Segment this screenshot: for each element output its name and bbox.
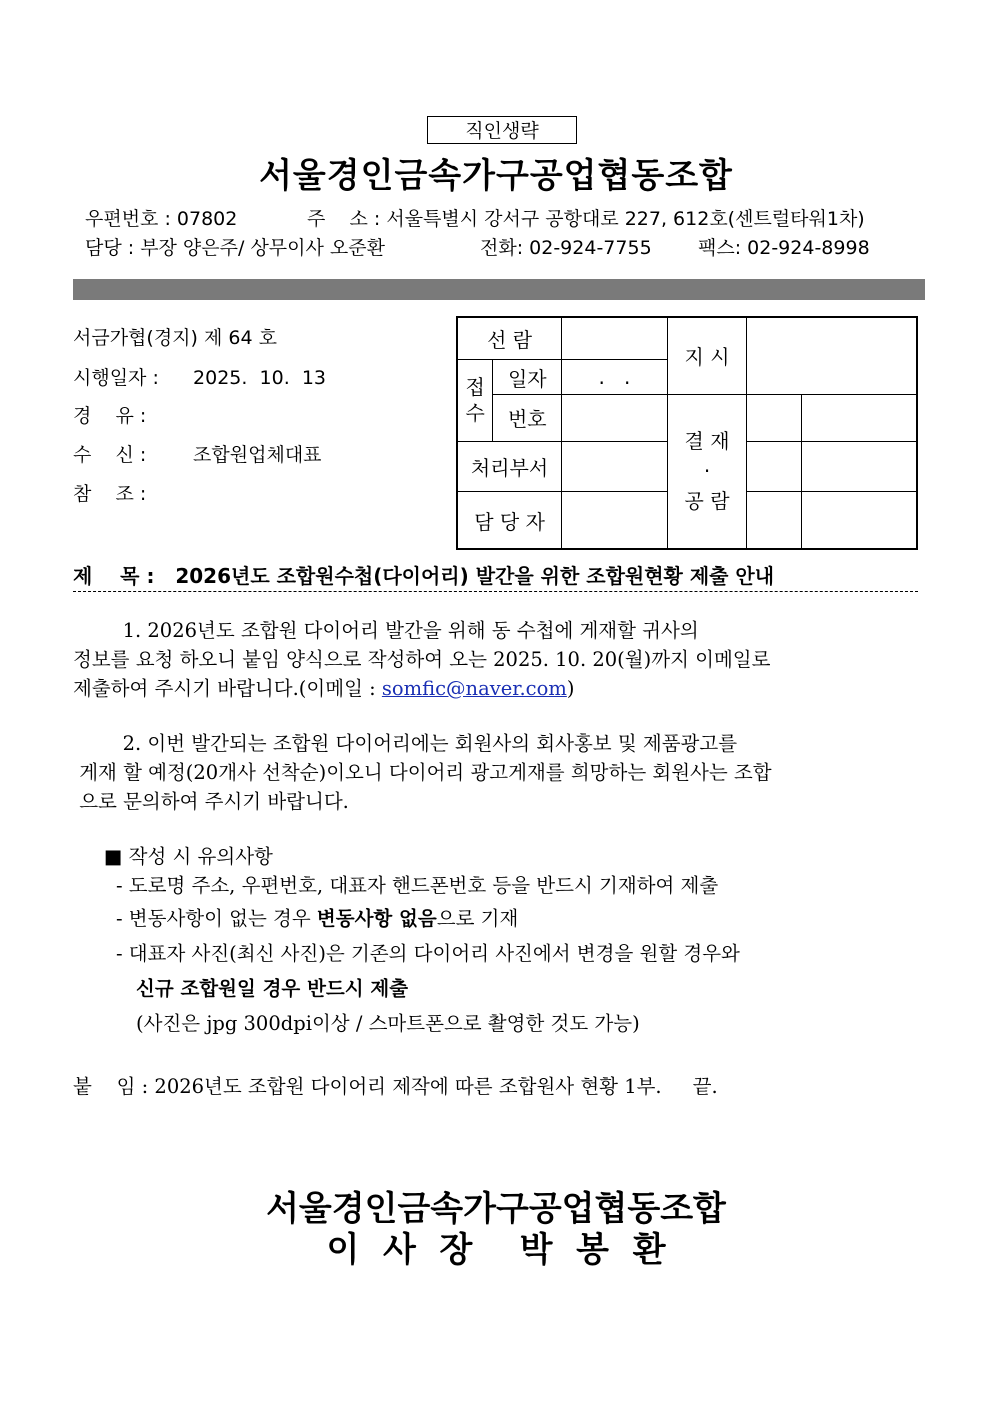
instruction-label: 지 시	[667, 317, 747, 394]
fax-number: 팩스: 02-924-8998	[698, 237, 870, 259]
instruction-cell[interactable]	[747, 317, 917, 394]
paragraph-2-line-2: 게재 할 예정(20개사 선착순)이오니 다이어리 광고게재를 희망하는 회원사는 조합	[73, 761, 772, 784]
receipt-date-label: 일자	[493, 360, 562, 395]
approval-label: 결 재 · 공 람	[667, 394, 747, 549]
address: 주 소 : 서울특별시 강서구 공항대로 227, 612호(센트럴타워1차)	[307, 208, 865, 230]
notes-title: ■ 작성 시 유의사항	[104, 845, 273, 868]
note-2-emphasis: 변동사항 없음	[316, 907, 437, 930]
issue-date-label: 시행일자 :	[73, 367, 159, 389]
paragraph-1-text: 제출하여 주시기 바랍니다.(이메일 :	[73, 677, 382, 700]
paragraph-1-close: )	[566, 677, 575, 700]
dept-label: 처리부서	[457, 441, 562, 492]
reference-label: 참 조 :	[73, 483, 147, 505]
approval-cell[interactable]	[747, 441, 802, 492]
header-divider-bar	[73, 279, 925, 300]
paragraph-2-line-1: 2. 이번 발간되는 조합원 다이어리에는 회원사의 회사홍보 및 제품광고를	[73, 732, 738, 755]
receipt-number-label: 번호	[493, 394, 562, 441]
review-cell[interactable]	[562, 317, 668, 360]
email-link[interactable]: somfic@naver.com	[381, 677, 567, 700]
reference-row	[73, 479, 173, 506]
note-2	[116, 903, 518, 931]
issue-date-row	[73, 363, 326, 390]
approval-cell[interactable]	[747, 492, 802, 549]
note-3: - 대표자 사진(최신 사진)은 기존의 다이어리 사진에서 변경을 원할 경우와	[116, 942, 740, 965]
via-row	[73, 401, 173, 428]
paragraph-1-line-2: 정보를 요청 하오니 붙임 양식으로 작성하여 오는 2025. 10. 20(월)까지 이메일로	[73, 648, 771, 671]
attachment-line: 붙 임 : 2026년도 조합원 다이어리 제작에 따른 조합원사 현황 1부. 끝.	[73, 1075, 718, 1098]
approval-cell[interactable]	[802, 492, 917, 549]
paragraph-1-line-3	[73, 673, 574, 701]
recipient-label: 수 신 :	[73, 444, 147, 466]
note-3-emphasis: 신규 조합원일 경우 반드시 제출	[136, 977, 409, 1000]
recipient-value: 조합원업체대표	[193, 444, 322, 466]
postal-code: 우편번호 : 07802	[85, 208, 238, 230]
signature-organization: 서울경인금속가구공업협동조합	[266, 1189, 726, 1229]
approval-cell[interactable]	[802, 441, 917, 492]
approval-cell[interactable]	[802, 394, 917, 441]
signature-chairman: 이 사 장 박 봉 환	[326, 1230, 666, 1270]
receipt-number-cell[interactable]	[562, 394, 668, 441]
subject-line	[73, 560, 774, 589]
subject-text: 2026년도 조합원수첩(다이어리) 발간을 위한 조합원현황 제출 안내	[175, 564, 775, 588]
approval-table	[456, 316, 918, 550]
note-2-text: - 변동사항이 없는 경우	[116, 907, 317, 930]
note-2-suffix: 으로 기재	[436, 907, 519, 930]
recipient-row	[73, 440, 322, 467]
phone-number: 전화: 02-924-7755	[480, 237, 652, 259]
review-label: 선 람	[457, 317, 562, 360]
note-1: - 도로명 주소, 우편번호, 대표자 핸드폰번호 등을 반드시 기재하여 제출	[116, 874, 719, 897]
receipt-label: 접 수	[457, 360, 493, 441]
paragraph-2-line-3: 으로 문의하여 주시기 바랍니다.	[73, 790, 349, 813]
document-number: 서금가협(경지) 제 64 호	[73, 327, 277, 349]
contact-person: 담당 : 부장 양은주/ 상무이사 오준환	[85, 237, 385, 259]
seal-omitted-box: 직인생략	[427, 116, 577, 144]
approval-cell[interactable]	[747, 394, 802, 441]
note-3-paren: (사진은 jpg 300dpi이상 / 스마트폰으로 촬영한 것도 가능)	[136, 1012, 640, 1035]
organization-title: 서울경인금속가구공업협동조합	[259, 156, 733, 196]
receipt-date-value[interactable]: . .	[562, 360, 668, 395]
manager-label: 담 당 자	[457, 492, 562, 549]
manager-cell[interactable]	[562, 492, 668, 549]
subject-divider	[73, 591, 918, 592]
paragraph-1-line-1: 1. 2026년도 조합원 다이어리 발간을 위해 동 수첩에 게재할 귀사의	[73, 619, 699, 642]
subject-label: 제 목 :	[73, 564, 155, 588]
dept-cell[interactable]	[562, 441, 668, 492]
issue-date-value: 2025. 10. 13	[193, 367, 326, 389]
via-label: 경 유 :	[73, 405, 147, 427]
